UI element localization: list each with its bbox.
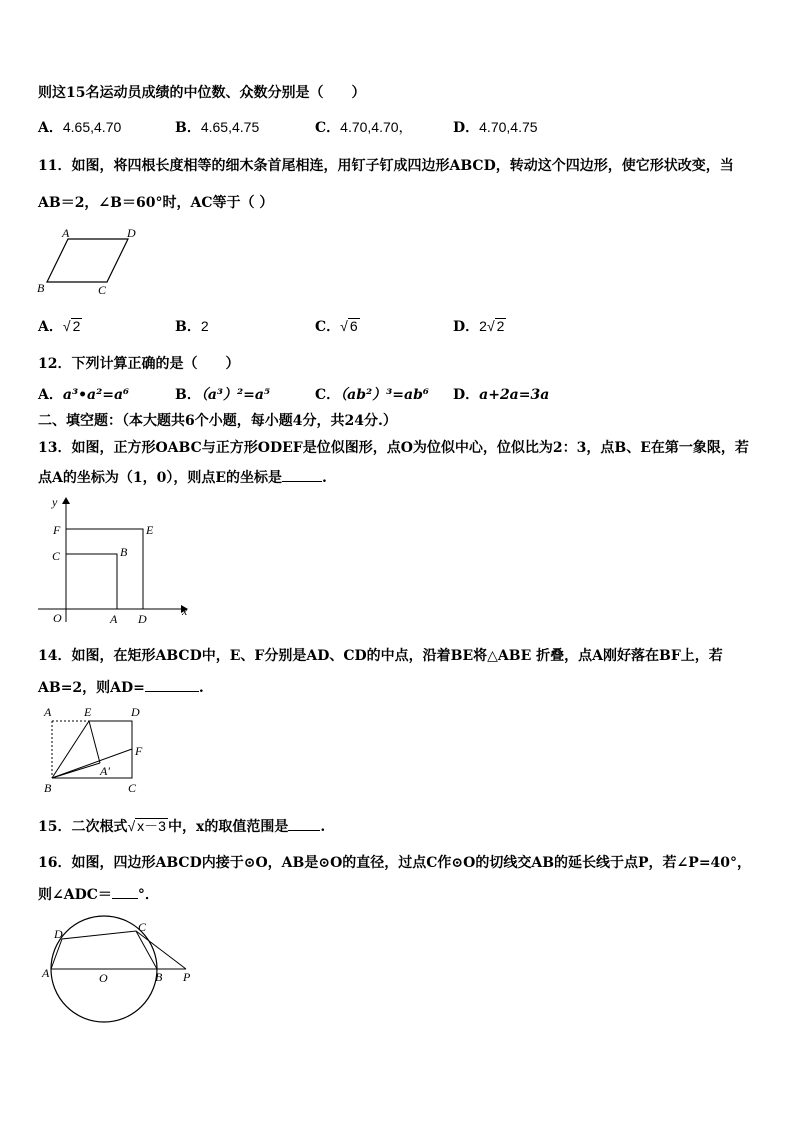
label-D: D [127, 226, 136, 240]
label-C: C [128, 781, 137, 795]
q13-figure-squares [36, 492, 196, 627]
q12-option-a: A．a³•a²=a⁶ [38, 387, 130, 403]
q13-stem-line2: 点A的坐标为（1，0），则点E的坐标是 . [38, 470, 327, 486]
label-A: A [44, 705, 52, 719]
label-E: E [146, 523, 154, 537]
label-y: y [52, 495, 58, 509]
q14-stem-line2: AB=2，则AD= . [38, 680, 204, 696]
label-C: C [52, 549, 61, 563]
label-B: B [44, 781, 52, 795]
label-A: A [42, 966, 50, 980]
q13-stem-line1: 13．如图，正方形OABC与正方形ODEF是位似图形，点O为位似中心，位似比为2：3，点B、E在第一象限，若 [38, 440, 749, 456]
label-B: B [120, 545, 128, 559]
q14-stem-line1: 14．如图，在矩形ABCD中，E、F分别是AD、CD的中点，沿着BE将△ABE 折叠，点A刚好落在BF上，若 [38, 648, 723, 664]
q16-stem-line2: 则∠ADC＝ °． [38, 887, 159, 903]
q10-stem-tail: 则这15名运动员成绩的中位数、众数分别是（ ） [38, 85, 366, 101]
q16-figure-circle [38, 915, 198, 1030]
label-B: B [155, 970, 163, 984]
answer-blank [112, 886, 138, 899]
q10-option-d: D．4.70,4.75 [453, 119, 538, 136]
label-C: C [138, 920, 147, 934]
rhombus-shape [47, 239, 128, 282]
q12-option-d: D．a+2a=3a [453, 387, 550, 403]
q14-figure-rectangle [38, 703, 158, 795]
q11-stem-line2: AB＝2，∠B＝60°时，AC等于（ ） [38, 195, 274, 211]
label-F: F [53, 523, 61, 537]
q11-option-d: D．2√ 2 [453, 318, 505, 335]
q15-stem: 15．二次根式√ x－3 中，x的取值范围是 . [38, 818, 326, 835]
section2-heading: 二、填空题：（本大题共6个小题，每小题4分，共24分.） [38, 413, 397, 429]
label-D: D [138, 612, 147, 626]
q16-stem-line1: 16．如图，四边形ABCD内接于⊙O，AB是⊙O的直径，过点C作⊙O的切线交AB的延长线于点P，若∠P=40°， [38, 855, 752, 871]
label-O: O [99, 971, 108, 985]
q10-option-a: A．4.65,4.70 [38, 119, 122, 136]
label-A: A [110, 612, 118, 626]
q12-stem: 12．下列计算正确的是（ ） [38, 356, 240, 372]
q10-option-c: C．4.70,4.70， [315, 119, 413, 136]
label-D: D [54, 927, 63, 941]
label-P: P [183, 970, 191, 984]
label-F: F [135, 744, 143, 758]
label-B: B [37, 281, 45, 295]
label-A-prime: A′ [100, 764, 110, 778]
q11-option-b: B．2 [175, 318, 209, 335]
label-D: D [131, 705, 140, 719]
q10-option-b: B．4.65,4.75 [175, 119, 260, 136]
answer-blank [282, 469, 322, 482]
q11-option-a: A．√ 2 [38, 318, 81, 335]
answer-blank [288, 818, 320, 831]
answer-blank [145, 679, 199, 692]
label-C: C [98, 283, 107, 297]
q11-figure-rhombus [36, 226, 146, 298]
label-A: A [62, 226, 70, 240]
label-E: E [84, 705, 92, 719]
q11-stem-line1: 11．如图，将四根长度相等的细木条首尾相连，用钉子钉成四边形ABCD，转动这个四边形，使它形状改变，当 [38, 158, 734, 174]
q11-option-c: C．√ 6 [315, 318, 358, 335]
label-O: O [53, 611, 62, 625]
q12-option-c: C．（ab²）³=ab⁶ [315, 387, 430, 403]
q12-option-b: B．（a³）²=a⁵ [175, 387, 271, 403]
label-x: x [182, 604, 188, 618]
